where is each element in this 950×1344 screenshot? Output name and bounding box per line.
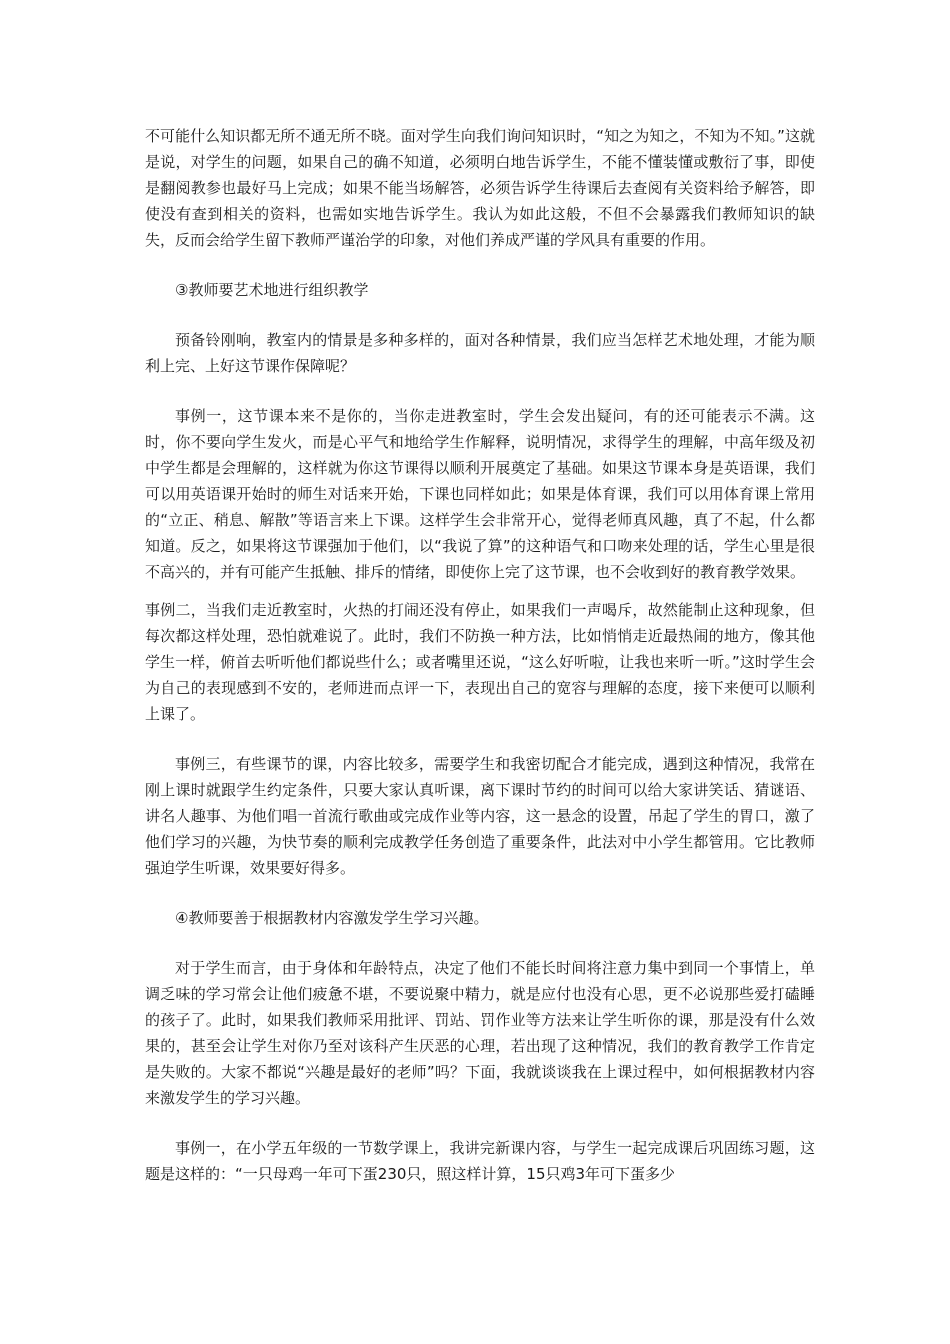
paragraph-intro: 预备铃刚响，教室内的情景是多种多样的，面对各种情景，我们应当怎样艺术地处理，才能为顺利上完、上好这节课作保障呢？ xyxy=(145,331,815,375)
paragraph-example-2: 事例二，当我们走近教室时，火热的打闹还没有停止，如果我们一声喝斥，故然能制止这种现象，但每次都这样处理，恐怕就难说了。此时，我们不防换一种方法，比如悄悄走近最热闹的地方，像其他学生一样，俯首去听听他们都说些什么；或者嘴里还说，“这么好听啦，让我也来听一听。”这时学生会为自己的表现感到不安的，老师进而点评一下，表现出自己的宽容与理解的态度，接下来便可以顺利上课了。 xyxy=(145,601,815,723)
paragraph-continuation: 不可能什么知识都无所不通无所不晓。面对学生向我们询问知识时，“知之为知之，不知为不知。”这就是说，对学生的问题，如果自己的确不知道，必须明白地告诉学生，不能不懂装懂或敷衍了事，即使是翻阅教参也最好马上完成；如果不能当场解答，必须告诉学生待课后去查阅有关资料给予解答，即使没有查到相关的资料，也需如实地告诉学生。我认为如此这般，不但不会暴露我们教师知识的缺失，反而会给学生留下教师严谨治学的印象，对他们养成严谨的学风具有重要的作用。 xyxy=(145,127,815,249)
paragraph-example-3: 事例三，有些课节的课，内容比较多，需要学生和我密切配合才能完成，遇到这种情况，我常在刚上课时就跟学生约定条件，只要大家认真听课，离下课时节约的时间可以给大家讲笑话、猜谜语、讲名人趣事、为他们唱一首流行歌曲或完成作业等内容，这一悬念的设置，吊起了学生的胃口，激了他们学习的兴趣，为快节奏的顺利完成教学任务创造了重要条件，此法对中小学生都管用。它比教师强迫学生听课，效果要好得多。 xyxy=(145,755,815,877)
paragraph-interest: 对于学生而言，由于身体和年龄特点，决定了他们不能长时间将注意力集中到同一个事情上，单调乏味的学习常会让他们疲惫不堪，不要说聚中精力，就是应付也没有心思，更不必说那些爱打磕睡的孩子了。此时，如果我们教师采用批评、罚站、罚作业等方法来让学生听你的课，那是没有什么效果的，甚至会让学生对你乃至对该科产生厌恶的心理，若出现了这种情况，我们的教育教学工作肯定是失败的。大家不都说“兴趣是最好的老师”吗？下面，我就谈谈我在上课过程中，如何根据教材内容来激发学生的学习兴趣。 xyxy=(145,959,815,1107)
section-heading-4: ④教师要善于根据教材内容激发学生学习兴趣。 xyxy=(175,909,489,927)
document-body xyxy=(145,123,815,1187)
section-heading-3: ③教师要艺术地进行组织教学 xyxy=(175,281,369,299)
paragraph-math-example: 事例一，在小学五年级的一节数学课上，我讲完新课内容，与学生一起完成课后巩固练习题，这题是这样的：“一只母鸡一年可下蛋230只，照这样计算，15只鸡3年可下蛋多少 xyxy=(145,1139,815,1183)
paragraph-example-1: 事例一，这节课本来不是你的，当你走进教室时，学生会发出疑问，有的还可能表示不满。这时，你不要向学生发火，而是心平气和地给学生作解释，说明情况，求得学生的理解，中高年级及初中学生都是会理解的，这样就为你这节课得以顺利开展奠定了基础。如果这节课本身是英语课，我们可以用英语课开始时的师生对话来开始，下课也同样如此；如果是体育课，我们可以用体育课上常用的“立正、稍息、解散”等语言来上下课。这样学生会非常开心，觉得老师真风趣，真了不起，什么都知道。反之，如果将这节课强加于他们，以“我说了算”的这种语气和口吻来处理的话，学生心里是很不高兴的，并有可能产生抵触、排斥的情绪，即使你上完了这节课，也不会收到好的教育教学效果。 xyxy=(145,407,815,581)
